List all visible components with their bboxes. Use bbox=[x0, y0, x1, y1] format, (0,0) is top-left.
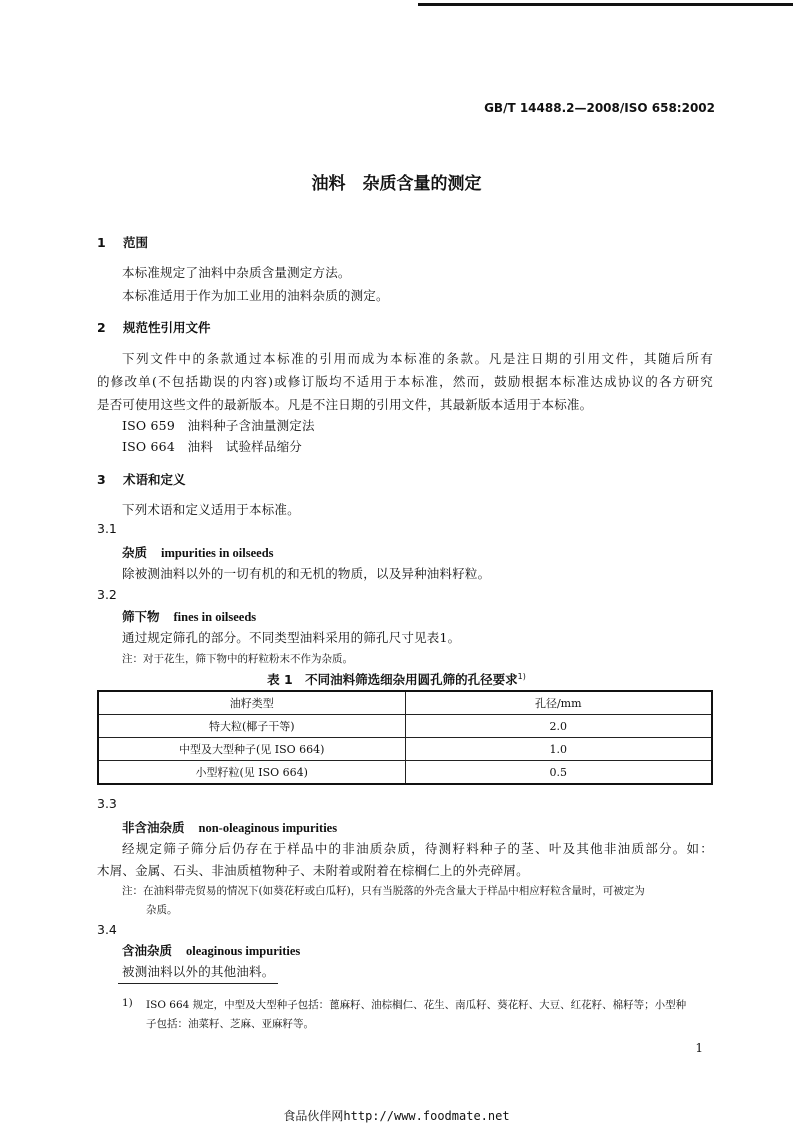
table-row bbox=[98, 715, 712, 738]
note: 注：对于花生，筛下物中的籽粒粉末不作为杂质。 bbox=[122, 653, 353, 665]
footnote-line: ISO 664 规定，中型及大型种子包括：蓖麻籽、油棕榈仁、花生、南瓜籽、葵花籽、大豆、红花籽、棉籽等；小型种 bbox=[146, 999, 687, 1011]
table-cell: 小型籽粒(见 ISO 664) bbox=[98, 761, 405, 785]
section-1-heading bbox=[97, 233, 148, 251]
definition-line: 经规定筛子筛分后仍存在于样品中的非油质杂质，待测籽料种子的茎、叶及其他非油质部分。如： bbox=[122, 841, 713, 856]
section-title: 范围 bbox=[123, 235, 149, 250]
table-row bbox=[98, 738, 712, 761]
term-english: oleaginous impurities bbox=[186, 944, 301, 958]
table-cell: 1.0 bbox=[405, 738, 712, 761]
term-chinese: 含油杂质 bbox=[122, 943, 173, 958]
term-chinese: 杂质 bbox=[122, 545, 148, 560]
section-number: 3 bbox=[97, 472, 106, 487]
term bbox=[122, 607, 256, 625]
section-2-heading bbox=[97, 318, 211, 336]
paragraph-line: 是否可使用这些文件的最新版本。凡是不注日期的引用文件，其最新版本适用于本标准。 bbox=[97, 397, 593, 412]
footnote-mark: 1) bbox=[122, 997, 133, 1009]
paragraph: 本标准规定了油料中杂质含量测定方法。 bbox=[122, 265, 351, 280]
section-number: 2 bbox=[97, 320, 106, 335]
table-caption bbox=[0, 670, 793, 688]
section-3-heading bbox=[97, 470, 186, 488]
term bbox=[122, 941, 300, 959]
table-caption-text: 表 1 不同油料筛选细杂用圆孔筛的孔径要求 bbox=[267, 672, 518, 687]
term-chinese: 筛下物 bbox=[122, 609, 160, 624]
section-title: 规范性引用文件 bbox=[123, 320, 211, 335]
footnote-line: 子包括：油菜籽、芝麻、亚麻籽等。 bbox=[146, 1018, 314, 1030]
top-rule bbox=[418, 3, 793, 6]
note: 注：在油料带壳贸易的情况下(如葵花籽或白瓜籽)，只有当脱落的外壳含量大于样品中相应籽粒含量时，可被定为 bbox=[122, 885, 645, 897]
paragraph-line: 的修改单(不包括勘误的内容)或修订版均不适用于本标准，然而，鼓励根据本标准达成协议的各方研究 bbox=[97, 374, 713, 389]
section-title: 术语和定义 bbox=[123, 472, 186, 487]
term-english: fines in oilseeds bbox=[173, 610, 257, 624]
table-header-cell: 孔径/mm bbox=[405, 691, 712, 715]
section-number: 1 bbox=[97, 235, 106, 250]
normative-reference: ISO 659 油料种子含油量测定法 bbox=[122, 418, 315, 433]
paragraph: 下列术语和定义适用于本标准。 bbox=[122, 502, 300, 517]
subsection-number: 3.4 bbox=[97, 922, 117, 937]
table-cell: 中型及大型种子(见 ISO 664) bbox=[98, 738, 405, 761]
footnote-rule bbox=[118, 983, 278, 984]
table-header-cell: 油籽类型 bbox=[98, 691, 405, 715]
term bbox=[122, 818, 337, 836]
term-english: impurities in oilseeds bbox=[161, 546, 274, 560]
table-cell: 2.0 bbox=[405, 715, 712, 738]
document-title: 油料 杂质含量的测定 bbox=[311, 174, 482, 194]
table-cell: 特大粒(椰子干等) bbox=[98, 715, 405, 738]
table-1 bbox=[97, 690, 713, 785]
term bbox=[122, 543, 274, 561]
subsection-number: 3.2 bbox=[97, 587, 117, 602]
paragraph: 本标准适用于作为加工业用的油料杂质的测定。 bbox=[122, 288, 389, 303]
table-cell: 0.5 bbox=[405, 761, 712, 785]
table-header-row bbox=[98, 691, 712, 715]
subsection-number: 3.1 bbox=[97, 521, 117, 536]
normative-reference: ISO 664 油料 试验样品缩分 bbox=[122, 439, 302, 454]
table-row bbox=[98, 761, 712, 785]
definition: 通过规定筛孔的部分。不同类型油料采用的筛孔尺寸见表1。 bbox=[122, 630, 461, 645]
page-number: 1 bbox=[695, 1041, 703, 1055]
term-chinese: 非含油杂质 bbox=[122, 820, 185, 835]
subsection-number: 3.3 bbox=[97, 796, 117, 811]
note: 杂质。 bbox=[146, 904, 178, 916]
definition-line: 木屑、金属、石头、非油质植物种子、未附着或附着在棕榈仁上的外壳碎屑。 bbox=[97, 863, 529, 878]
paragraph-line: 下列文件中的条款通过本标准的引用而成为本标准的条款。凡是注日期的引用文件，其随后所有 bbox=[122, 351, 713, 366]
definition: 除被测油料以外的一切有机的和无机的物质，以及异种油料籽粒。 bbox=[122, 566, 491, 581]
term-english: non-oleaginous impurities bbox=[198, 821, 338, 835]
site-footer: 食品伙伴网http://www.foodmate.net bbox=[283, 1109, 510, 1123]
standard-number: GB/T 14488.2—2008/ISO 658:2002 bbox=[484, 101, 715, 115]
definition: 被测油料以外的其他油料。 bbox=[122, 964, 275, 979]
footnote-ref: 1) bbox=[517, 671, 526, 681]
